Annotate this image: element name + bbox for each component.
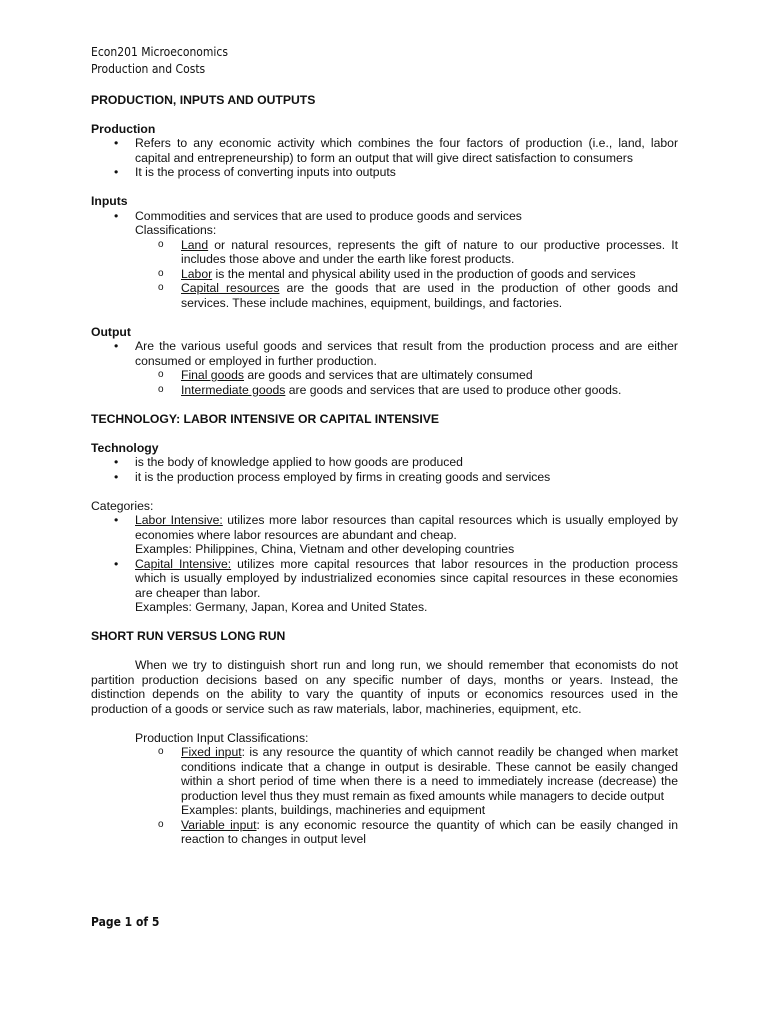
- production-bullet-1: • Refers to any economic activity which combines the four factors of production (i.e., land, labor capital and entrepreneurship) to form an output that will give direct satisfaction to consumers: [91, 136, 678, 165]
- heading-output: Output: [91, 324, 131, 339]
- term-intermediate-goods: Intermediate goods: [181, 382, 286, 397]
- output-item-final-goods: [91, 368, 678, 383]
- output-item-intermediate-text: are goods and services that are used to produce other goods.: [285, 382, 622, 397]
- input-class-fixed-examples: Examples: plants, buildings, machineries and equipment: [181, 803, 486, 817]
- input-item-land: [91, 238, 678, 267]
- input-item-labor: [91, 267, 678, 282]
- heading-production: Production: [91, 121, 156, 136]
- inputs-classifications-label: Classifications:: [135, 223, 217, 237]
- document-page: [91, 44, 678, 847]
- technology-bullet-1: • is the body of knowledge applied to how goods are produced: [91, 455, 678, 470]
- input-item-capital-text: are the goods that are used in the production of other goods and services. These include machines, equipment, buildings, and factories.: [181, 281, 678, 310]
- term-capital-intensive: Capital Intensive:: [135, 556, 232, 571]
- document-topic: Production and Costs: [91, 62, 206, 76]
- section-title-production-inputs-outputs: PRODUCTION, INPUTS AND OUTPUTS: [91, 92, 316, 107]
- output-item-final-text: are goods and services that are ultimately consumed: [244, 368, 533, 382]
- inputs-bullet: • Commodities and services that are used to produce goods and services: [91, 209, 678, 224]
- input-item-land-text: or natural resources, represents the gift of nature to our productive processes. It includes those above and under the earth like forest products.: [181, 237, 678, 266]
- term-labor: Labor: [181, 266, 213, 281]
- page-number: Page 1 of 5: [91, 915, 160, 929]
- term-land: Land: [181, 237, 209, 252]
- short-long-run-paragraph: When we try to distinguish short run and long run, we should remember that economists do not partition production decisions based on any specific number of days, months or years. Instead, the distinction depends on the ability to vary the quantity of inputs or economics resources used in the production of a goods or service such as raw materials, labor, machineries, equipment, etc.: [91, 658, 678, 716]
- category-labor-intensive-text: utilizes more labor resources than capital resources which is usually employed by economies where labor resources are abundant and cheap.: [135, 513, 678, 542]
- output-item-intermediate-goods: [91, 383, 678, 398]
- term-labor-intensive: Labor Intensive:: [135, 513, 223, 527]
- input-class-variable-text: : is any economic resource the quantity of which can be easily changed in reaction to changes in output level: [181, 817, 679, 846]
- heading-inputs: Inputs: [91, 194, 128, 208]
- heading-technology: Technology: [91, 440, 159, 455]
- category-capital-intensive: [91, 557, 678, 601]
- input-class-fixed: [91, 745, 678, 803]
- input-item-labor-text: is the mental and physical ability used in the production of goods and services: [212, 266, 636, 281]
- categories-label: Categories:: [91, 498, 154, 513]
- production-bullet-2: • It is the process of converting inputs into outputs: [91, 165, 678, 180]
- term-capital-resources: Capital resources: [181, 281, 280, 295]
- section-title-technology: TECHNOLOGY: LABOR INTENSIVE OR CAPITAL INTENSIVE: [91, 411, 440, 426]
- category-labor-intensive-examples: Examples: Philippines, China, Vietnam and other developing countries: [135, 542, 515, 556]
- category-capital-intensive-text: utilizes more capital resources that labor resources in the production process which is usually employed by industrialized economies since capital resources in these economies are cheaper than labor.: [135, 556, 678, 600]
- input-class-variable: [91, 818, 678, 847]
- term-variable-input: Variable input: [181, 817, 257, 832]
- category-labor-intensive: [91, 513, 678, 542]
- category-capital-intensive-examples: Examples: Germany, Japan, Korea and United States.: [135, 600, 428, 614]
- section-title-short-long-run: SHORT RUN VERSUS LONG RUN: [91, 629, 286, 643]
- term-fixed-input: Fixed input: [181, 745, 242, 759]
- term-final-goods: Final goods: [181, 368, 245, 382]
- production-input-classifications-label: Production Input Classifications:: [135, 730, 309, 745]
- technology-bullet-2: • it is the production process employed by firms in creating goods and services: [91, 470, 678, 485]
- input-item-capital: [91, 281, 678, 310]
- output-bullet: • Are the various useful goods and services that result from the production process and are either consumed or employed in further production.: [91, 339, 678, 368]
- input-class-fixed-text: : is any resource the quantity of which cannot readily be changed when market conditions indicate that a change in output is desirable. These cannot be easily changed within a short period of time when there is a need to immediately increase (decrease) the production level thus they must remain as fixed amounts while managers to decide output: [181, 745, 679, 803]
- course-title: Econ201 Microeconomics: [91, 45, 228, 59]
